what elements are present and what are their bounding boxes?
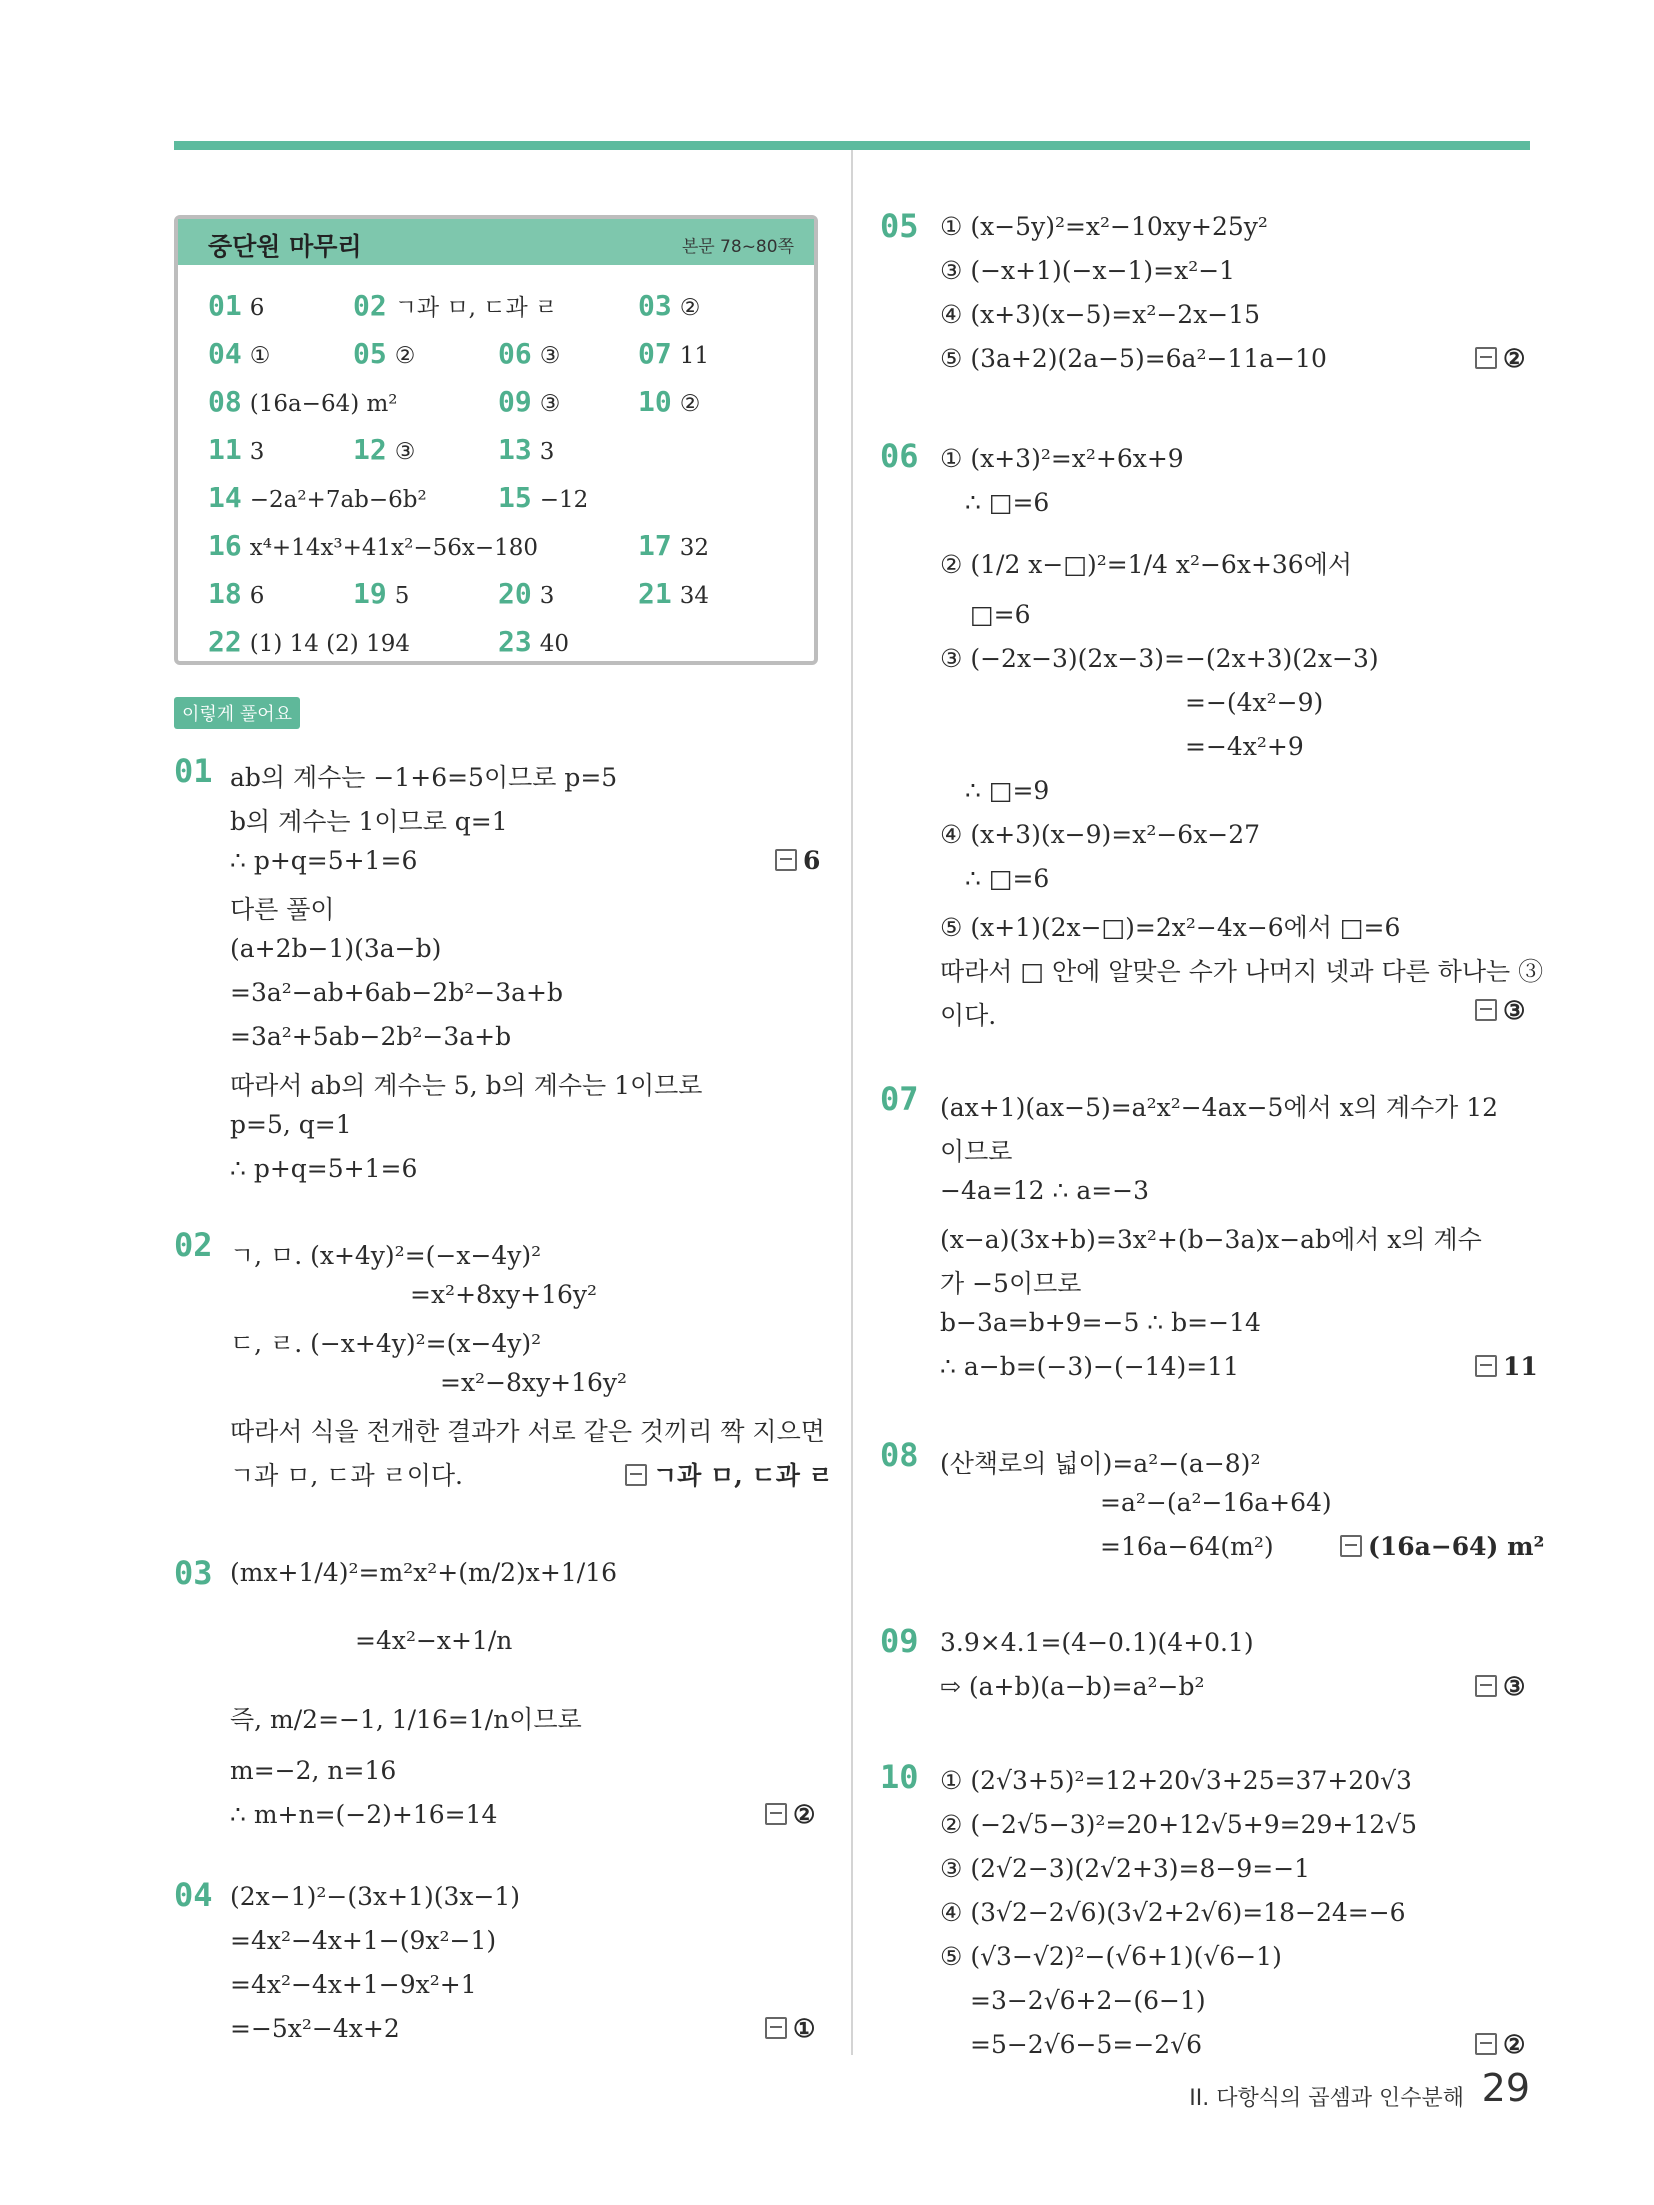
solution-line: ∴ p+q=5+1=6 xyxy=(230,846,418,875)
summary-answer-06 xyxy=(498,337,560,370)
solution-line: =a²−(a²−16a+64) xyxy=(1100,1488,1332,1517)
problem-number-07: 07 xyxy=(880,1080,919,1118)
solution-line: ④ (3√2−2√6)(3√2+2√6)=18−24=−6 xyxy=(940,1898,1406,1927)
answer-icon xyxy=(1475,347,1497,369)
summary-answer-number: 13 xyxy=(498,433,532,466)
summary-answer-23 xyxy=(498,625,569,658)
summary-answer-14 xyxy=(208,481,427,514)
summary-answer-number: 23 xyxy=(498,625,532,658)
summary-answer-number: 17 xyxy=(638,529,672,562)
solution-line: ⑤ (√3−√2)²−(√6+1)(√6−1) xyxy=(940,1942,1282,1971)
summary-answer-value: 5 xyxy=(394,583,410,609)
solution-line: ∴ m+n=(−2)+16=14 xyxy=(230,1800,498,1829)
answer-icon xyxy=(1340,1535,1362,1557)
answer-mark xyxy=(765,2014,815,2043)
solution-line: ② (−2√5−3)²=20+12√5+9=29+12√5 xyxy=(940,1810,1417,1839)
summary-answer-value: −2a²+7ab−6b² xyxy=(249,487,427,513)
solution-line: (mx+1/4)²=m²x²+(m/2)x+1/16 xyxy=(230,1558,617,1587)
solution-line: =−4x²+9 xyxy=(1185,732,1304,761)
summary-answer-16 xyxy=(208,529,538,562)
solution-line: =4x²−x+1/n xyxy=(355,1626,513,1655)
solution-line: ① (x+3)²=x²+6x+9 xyxy=(940,444,1184,473)
solution-line: ∴ □=6 xyxy=(965,488,1050,517)
solution-line: ∴ p+q=5+1=6 xyxy=(230,1154,418,1183)
summary-answer-number: 22 xyxy=(208,625,242,658)
solution-line: m=−2, n=16 xyxy=(230,1756,397,1785)
summary-answer-value: ② xyxy=(679,295,701,321)
summary-answer-08 xyxy=(208,385,398,418)
summary-answer-number: 08 xyxy=(208,385,242,418)
summary-answer-value: x⁴+14x³+41x²−56x−180 xyxy=(249,535,539,561)
solution-line: =−5x²−4x+2 xyxy=(230,2014,400,2043)
problem-number-02: 02 xyxy=(174,1226,213,1264)
answer-mark xyxy=(1475,1672,1525,1701)
answer-icon xyxy=(1475,1355,1497,1377)
answer-mark xyxy=(1475,344,1525,373)
solution-line: (x−a)(3x+b)=3x²+(b−3a)x−ab에서 x의 계수 xyxy=(940,1225,1482,1254)
summary-answer-11 xyxy=(208,433,264,466)
solution-line: b−3a=b+9=−5 ∴ b=−14 xyxy=(940,1308,1261,1337)
summary-answer-number: 16 xyxy=(208,529,242,562)
solution-line: ③ (2√2−3)(2√2+3)=8−9=−1 xyxy=(940,1854,1311,1883)
solution-line: ① (x−5y)²=x²−10xy+25y² xyxy=(940,212,1268,241)
summary-answer-number: 05 xyxy=(353,337,387,370)
answer-icon xyxy=(765,2017,787,2039)
answer-mark xyxy=(1340,1532,1545,1561)
solution-line: ⑤ (x+1)(2x−□)=2x²−4x−6에서 □=6 xyxy=(940,913,1401,942)
solution-line: ① (2√3+5)²=12+20√3+25=37+20√3 xyxy=(940,1766,1412,1795)
summary-answer-number: 03 xyxy=(638,289,672,322)
solution-line: ⇨ (a+b)(a−b)=a²−b² xyxy=(940,1672,1205,1701)
solution-line: ③ (−x+1)(−x−1)=x²−1 xyxy=(940,256,1236,285)
problem-number-10: 10 xyxy=(880,1758,919,1796)
answer-value: 11 xyxy=(1503,1352,1538,1381)
problem-number-08: 08 xyxy=(880,1436,919,1474)
summary-answer-value: ① xyxy=(249,343,271,369)
answer-icon xyxy=(775,849,797,871)
answer-mark xyxy=(1475,996,1525,1025)
answer-icon xyxy=(765,1803,787,1825)
solution-line: ∴ □=6 xyxy=(965,864,1050,893)
solution-line: 이다. xyxy=(940,1001,997,1030)
solution-line: =x²+8xy+16y² xyxy=(410,1280,598,1309)
summary-answer-number: 06 xyxy=(498,337,532,370)
summary-answer-value: ㄱ과 ㅁ, ㄷ과 ㄹ xyxy=(394,295,558,321)
answer-icon xyxy=(1475,2033,1497,2055)
problem-number-04: 04 xyxy=(174,1876,213,1914)
summary-answer-13 xyxy=(498,433,554,466)
solution-line: =3a²−ab+6ab−2b²−3a+b xyxy=(230,978,563,1007)
summary-answer-number: 19 xyxy=(353,577,387,610)
answer-value: ③ xyxy=(1503,996,1526,1025)
summary-answer-value: 3 xyxy=(539,583,555,609)
solution-line: (ax+1)(ax−5)=a²x²−4ax−5에서 x의 계수가 12 xyxy=(940,1093,1499,1122)
solution-line: −4a=12 ∴ a=−3 xyxy=(940,1176,1150,1205)
answer-mark xyxy=(625,1456,833,1492)
solution-line: ④ (x+3)(x−9)=x²−6x−27 xyxy=(940,820,1261,849)
problem-number-06: 06 xyxy=(880,437,919,475)
summary-answer-number: 20 xyxy=(498,577,532,610)
solution-line: b의 계수는 1이므로 q=1 xyxy=(230,807,508,836)
solution-line: =5−2√6−5=−2√6 xyxy=(970,2030,1203,2059)
solution-line: ④ (x+3)(x−5)=x²−2x−15 xyxy=(940,300,1261,329)
summary-answer-number: 01 xyxy=(208,289,242,322)
solution-line: 따라서 식을 전개한 결과가 서로 같은 것끼리 짝 지으면 xyxy=(230,1417,825,1446)
summary-answer-number: 11 xyxy=(208,433,242,466)
answer-value: ② xyxy=(793,1800,816,1829)
summary-answer-number: 04 xyxy=(208,337,242,370)
solution-line: ㄱ과 ㅁ, ㄷ과 ㄹ이다. xyxy=(230,1461,463,1490)
column-divider xyxy=(851,150,853,2055)
solution-line: =16a−64(m²) xyxy=(1100,1532,1274,1561)
solution-line: ② (1/2 x−□)²=1/4 x²−6x+36에서 xyxy=(940,550,1352,579)
summary-answer-value: 6 xyxy=(249,583,265,609)
summary-answer-18 xyxy=(208,577,264,610)
summary-answer-value: (16a−64) m² xyxy=(249,391,398,417)
summary-answer-number: 21 xyxy=(638,577,672,610)
summary-answer-value: 11 xyxy=(679,343,709,369)
summary-answer-number: 18 xyxy=(208,577,242,610)
solution-line: 이므로 xyxy=(940,1137,1013,1166)
answer-icon xyxy=(1475,999,1497,1021)
summary-answer-10 xyxy=(638,385,700,418)
summary-answer-value: (1) 14 (2) 194 xyxy=(249,631,410,657)
summary-answer-19 xyxy=(353,577,409,610)
summary-answer-01 xyxy=(208,289,264,322)
answer-mark xyxy=(1475,2030,1525,2059)
summary-answer-21 xyxy=(638,577,709,610)
solution-line: =−(4x²−9) xyxy=(1185,688,1324,717)
solution-line: ㄷ, ㄹ. (−x+4y)²=(x−4y)² xyxy=(230,1329,542,1358)
solution-line: 즉, m/2=−1, 1/16=1/n이므로 xyxy=(230,1705,582,1734)
summary-answer-number: 15 xyxy=(498,481,532,514)
problem-number-03: 03 xyxy=(174,1554,213,1592)
solution-line: ab의 계수는 −1+6=5이므로 p=5 xyxy=(230,763,618,792)
solution-line: 다른 풀이 xyxy=(230,895,335,924)
answer-value: ③ xyxy=(1503,1672,1526,1701)
summary-title: 중단원 마무리 xyxy=(208,232,362,261)
summary-answer-04 xyxy=(208,337,270,370)
answer-value: ① xyxy=(793,2014,816,2043)
solution-line: (산책로의 넓이)=a²−(a−8)² xyxy=(940,1449,1261,1478)
answer-value: ② xyxy=(1503,344,1526,373)
solution-line: ③ (−2x−3)(2x−3)=−(2x+3)(2x−3) xyxy=(940,644,1379,673)
answer-value: ㄱ과 ㅁ, ㄷ과 ㄹ xyxy=(653,1461,833,1490)
summary-answer-value: ③ xyxy=(539,343,561,369)
solution-line: =4x²−4x+1−9x²+1 xyxy=(230,1970,477,1999)
answer-mark xyxy=(765,1800,815,1829)
summary-answer-07 xyxy=(638,337,709,370)
summary-answer-17 xyxy=(638,529,709,562)
summary-answer-12 xyxy=(353,433,415,466)
answer-mark xyxy=(1475,1352,1538,1381)
summary-answer-value: 3 xyxy=(249,439,265,465)
summary-answer-value: 40 xyxy=(539,631,569,657)
summary-answer-value: 6 xyxy=(249,295,265,321)
summary-answer-value: ② xyxy=(679,391,701,417)
summary-answer-05 xyxy=(353,337,415,370)
solution-line: □=6 xyxy=(970,600,1031,629)
summary-answer-value: 34 xyxy=(679,583,709,609)
summary-answer-value: 3 xyxy=(539,439,555,465)
summary-answer-number: 10 xyxy=(638,385,672,418)
answer-mark xyxy=(775,846,820,875)
summary-box xyxy=(174,215,818,665)
answer-value: 6 xyxy=(803,846,821,875)
solution-line: 가 −5이므로 xyxy=(940,1269,1082,1298)
answer-icon xyxy=(1475,1675,1497,1697)
problem-number-01: 01 xyxy=(174,752,213,790)
problem-number-09: 09 xyxy=(880,1622,919,1660)
summary-answer-03 xyxy=(638,289,700,322)
solution-line: ㄱ, ㅁ. (x+4y)²=(−x−4y)² xyxy=(230,1241,542,1270)
solution-line: ∴ a−b=(−3)−(−14)=11 xyxy=(940,1352,1239,1381)
summary-answer-number: 12 xyxy=(353,433,387,466)
solution-tag: 이렇게 풀어요 xyxy=(174,697,300,729)
solution-line: p=5, q=1 xyxy=(230,1110,352,1139)
summary-page-ref: 본문 78~80쪽 xyxy=(681,237,794,257)
summary-answer-15 xyxy=(498,481,588,514)
answer-icon xyxy=(625,1464,647,1486)
solution-line: =3−2√6+2−(6−1) xyxy=(970,1986,1206,2015)
summary-answer-value: 32 xyxy=(679,535,709,561)
summary-answer-number: 14 xyxy=(208,481,242,514)
summary-answer-number: 02 xyxy=(353,289,387,322)
page-number: 29 xyxy=(1481,2066,1530,2110)
summary-answer-number: 07 xyxy=(638,337,672,370)
solution-line: =3a²+5ab−2b²−3a+b xyxy=(230,1022,512,1051)
summary-answer-value: −12 xyxy=(539,487,589,513)
summary-answer-22 xyxy=(208,625,410,658)
solution-line: 따라서 ab의 계수는 5, b의 계수는 1이므로 xyxy=(230,1071,703,1100)
summary-answer-number: 09 xyxy=(498,385,532,418)
solution-line: ⑤ (3a+2)(2a−5)=6a²−11a−10 xyxy=(940,344,1327,373)
summary-header xyxy=(178,219,814,265)
summary-answer-20 xyxy=(498,577,554,610)
summary-answer-value: ② xyxy=(394,343,416,369)
answer-value: (16a−64) m² xyxy=(1368,1532,1545,1561)
solution-line: =4x²−4x+1−(9x²−1) xyxy=(230,1926,497,1955)
problem-number-05: 05 xyxy=(880,207,919,245)
solution-line: 따라서 □ 안에 알맞은 수가 나머지 넷과 다른 하나는 ③ xyxy=(940,957,1544,986)
answer-value: ② xyxy=(1503,2030,1526,2059)
solution-line: (a+2b−1)(3a−b) xyxy=(230,934,442,963)
summary-answer-value: ③ xyxy=(394,439,416,465)
solution-line: 3.9×4.1=(4−0.1)(4+0.1) xyxy=(940,1628,1254,1657)
summary-answer-09 xyxy=(498,385,560,418)
summary-answer-value: ③ xyxy=(539,391,561,417)
chapter-title: II. 다항식의 곱셈과 인수분해 xyxy=(1189,2086,1464,2111)
solution-line: ∴ □=9 xyxy=(965,776,1050,805)
solution-line: =x²−8xy+16y² xyxy=(440,1368,628,1397)
solution-line: (2x−1)²−(3x+1)(3x−1) xyxy=(230,1882,521,1911)
top-rule xyxy=(174,141,1530,150)
summary-answer-02 xyxy=(353,289,557,322)
